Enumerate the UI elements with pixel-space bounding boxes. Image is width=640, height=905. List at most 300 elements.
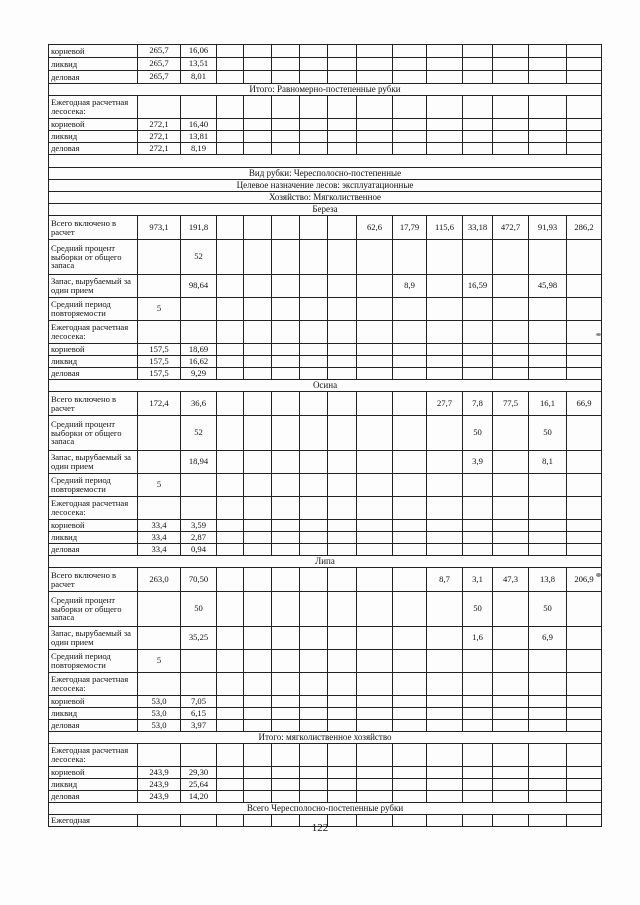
table-row [49, 791, 602, 803]
value-cell [567, 791, 602, 803]
value-cell [244, 592, 272, 627]
value-cell [567, 240, 602, 275]
stock-cell: 52 [181, 240, 217, 275]
stock-cell [181, 673, 217, 696]
value-cell [567, 451, 602, 474]
value-cell [300, 474, 328, 497]
stock-cell: 13,51 [181, 58, 217, 71]
spacer-row [49, 155, 602, 168]
value-cell [217, 451, 244, 474]
value-cell [463, 71, 493, 84]
spacer-cell [49, 155, 602, 168]
value-cell [300, 45, 328, 58]
value-cell [567, 520, 602, 532]
value-cell [427, 744, 463, 767]
value-cell: 17,79 [393, 216, 427, 240]
value-cell [217, 696, 244, 708]
value-cell [529, 708, 567, 720]
table-row [49, 627, 602, 650]
value-cell [300, 298, 328, 321]
value-cell [463, 779, 493, 791]
value-cell: 206,9 [567, 568, 602, 592]
value-cell [300, 392, 328, 416]
area-cell: 272,1 [138, 143, 181, 155]
area-cell [138, 416, 181, 451]
value-cell [300, 96, 328, 119]
area-cell: 265,7 [138, 71, 181, 84]
value-cell [357, 356, 393, 368]
value-cell [328, 451, 357, 474]
value-cell [393, 119, 427, 131]
value-cell: 62,6 [357, 216, 393, 240]
value-cell [493, 71, 529, 84]
value-cell [529, 791, 567, 803]
value-cell: 3,1 [463, 568, 493, 592]
area-cell: 265,7 [138, 58, 181, 71]
value-cell [463, 96, 493, 119]
table-row [49, 532, 602, 544]
page-number: 122 [311, 822, 329, 834]
value-cell: 91,93 [529, 216, 567, 240]
value-cell [393, 497, 427, 520]
value-cell: 8,7 [427, 568, 463, 592]
value-cell [427, 356, 463, 368]
value-cell [244, 568, 272, 592]
value-cell [357, 58, 393, 71]
value-cell [328, 744, 357, 767]
table-row [49, 520, 602, 532]
value-cell [357, 627, 393, 650]
table-row [49, 96, 602, 119]
value-cell [244, 298, 272, 321]
value-cell [217, 544, 244, 556]
value-cell [328, 392, 357, 416]
value-cell [567, 767, 602, 779]
table-row [49, 368, 602, 380]
value-cell [427, 368, 463, 380]
value-cell [493, 58, 529, 71]
value-cell [244, 720, 272, 732]
value-cell [217, 131, 244, 143]
value-cell: 66,9 [567, 392, 602, 416]
area-cell [138, 321, 181, 344]
value-cell [217, 416, 244, 451]
area-cell [138, 451, 181, 474]
value-cell [567, 58, 602, 71]
stock-cell: 25,64 [181, 779, 217, 791]
value-cell [393, 708, 427, 720]
value-cell [300, 131, 328, 143]
value-cell [529, 131, 567, 143]
section-title: Целевое назначение лесов: эксплуатационные [49, 180, 602, 192]
stock-cell: 9,29 [181, 368, 217, 380]
area-cell: 33,4 [138, 520, 181, 532]
value-cell [328, 298, 357, 321]
value-cell [244, 532, 272, 544]
value-cell: 50 [529, 416, 567, 451]
stock-cell: 36,6 [181, 392, 217, 416]
stock-cell: 18,94 [181, 451, 217, 474]
value-cell [529, 119, 567, 131]
value-cell [244, 696, 272, 708]
value-cell [357, 696, 393, 708]
value-cell [393, 131, 427, 143]
value-cell [393, 720, 427, 732]
area-cell: 33,4 [138, 532, 181, 544]
value-cell [357, 119, 393, 131]
value-cell [244, 71, 272, 84]
value-cell [328, 650, 357, 673]
area-cell: 172,4 [138, 392, 181, 416]
value-cell [427, 791, 463, 803]
row-label: Всего включено в расчет [49, 216, 138, 240]
section-title: Липа [49, 556, 602, 568]
value-cell [244, 119, 272, 131]
value-cell [427, 592, 463, 627]
value-cell [567, 544, 602, 556]
value-cell [272, 356, 300, 368]
value-cell [272, 791, 300, 803]
value-cell [300, 356, 328, 368]
stock-cell: 2,87 [181, 532, 217, 544]
value-cell [427, 544, 463, 556]
value-cell [493, 544, 529, 556]
value-cell [244, 497, 272, 520]
value-cell [529, 71, 567, 84]
value-cell [463, 45, 493, 58]
value-cell [529, 497, 567, 520]
value-cell [529, 344, 567, 356]
value-cell [357, 767, 393, 779]
section-header-row [49, 180, 602, 192]
value-cell [529, 520, 567, 532]
stock-cell [181, 744, 217, 767]
value-cell [427, 650, 463, 673]
table-row [49, 45, 602, 58]
area-cell: 272,1 [138, 119, 181, 131]
table-row [49, 240, 602, 275]
value-cell [328, 474, 357, 497]
value-cell [244, 131, 272, 143]
stock-cell: 3,97 [181, 720, 217, 732]
row-label: деловая [49, 143, 138, 155]
value-cell [427, 520, 463, 532]
value-cell [393, 767, 427, 779]
value-cell [300, 720, 328, 732]
value-cell [357, 791, 393, 803]
value-cell [393, 532, 427, 544]
value-cell [328, 497, 357, 520]
table-row [49, 58, 602, 71]
value-cell [567, 344, 602, 356]
value-cell [493, 451, 529, 474]
value-cell [328, 627, 357, 650]
value-cell [493, 474, 529, 497]
value-cell [427, 58, 463, 71]
table-row [49, 416, 602, 451]
value-cell [357, 416, 393, 451]
area-cell [138, 96, 181, 119]
row-label: Ежегодная расчетная лесосека: [49, 497, 138, 520]
stock-cell: 16,06 [181, 45, 217, 58]
value-cell [217, 356, 244, 368]
area-cell: 5 [138, 474, 181, 497]
value-cell [300, 532, 328, 544]
stock-cell: 35,25 [181, 627, 217, 650]
value-cell [328, 696, 357, 708]
section-header-row [49, 556, 602, 568]
value-cell: 33,18 [463, 216, 493, 240]
value-cell [357, 96, 393, 119]
row-label: Ежегодная [49, 815, 138, 827]
value-cell [427, 96, 463, 119]
table-row [49, 568, 602, 592]
value-cell [328, 673, 357, 696]
value-cell [567, 368, 602, 380]
value-cell [393, 344, 427, 356]
value-cell [529, 298, 567, 321]
row-label: корневой [49, 119, 138, 131]
value-cell [393, 416, 427, 451]
value-cell [567, 356, 602, 368]
value-cell [427, 143, 463, 155]
row-label: ликвид [49, 131, 138, 143]
value-cell [427, 627, 463, 650]
value-cell [272, 368, 300, 380]
value-cell [427, 240, 463, 275]
value-cell [463, 368, 493, 380]
scan-artifact [596, 573, 601, 577]
value-cell [463, 356, 493, 368]
section-title: Вид рубки: Чересполосно-постепенные [49, 168, 602, 180]
section-header-row [49, 803, 602, 815]
value-cell [357, 720, 393, 732]
value-cell [217, 767, 244, 779]
value-cell [244, 321, 272, 344]
stock-cell: 50 [181, 592, 217, 627]
value-cell: 45,98 [529, 275, 567, 298]
value-cell: 286,2 [567, 216, 602, 240]
value-cell [493, 592, 529, 627]
value-cell [300, 568, 328, 592]
area-cell: 243,9 [138, 767, 181, 779]
section-header-row [49, 732, 602, 744]
value-cell [300, 696, 328, 708]
row-label: ликвид [49, 779, 138, 791]
value-cell [328, 779, 357, 791]
stock-cell: 7,05 [181, 696, 217, 708]
value-cell: 47,3 [493, 568, 529, 592]
value-cell [393, 392, 427, 416]
area-cell: 265,7 [138, 45, 181, 58]
value-cell [328, 767, 357, 779]
value-cell [300, 143, 328, 155]
area-cell [138, 240, 181, 275]
value-cell [217, 532, 244, 544]
value-cell [427, 119, 463, 131]
value-cell [217, 216, 244, 240]
value-cell [244, 520, 272, 532]
value-cell [272, 131, 300, 143]
value-cell [493, 356, 529, 368]
value-cell [427, 416, 463, 451]
value-cell [244, 544, 272, 556]
area-cell [138, 744, 181, 767]
value-cell [328, 544, 357, 556]
value-cell [244, 344, 272, 356]
value-cell [529, 532, 567, 544]
value-cell [244, 650, 272, 673]
row-label: Ежегодная расчетная лесосека: [49, 744, 138, 767]
value-cell [300, 321, 328, 344]
value-cell [244, 275, 272, 298]
value-cell [357, 779, 393, 791]
value-cell [217, 650, 244, 673]
value-cell [567, 627, 602, 650]
value-cell [493, 368, 529, 380]
value-cell [529, 673, 567, 696]
value-cell [463, 344, 493, 356]
value-cell [357, 131, 393, 143]
area-cell: 157,5 [138, 368, 181, 380]
value-cell [463, 696, 493, 708]
value-cell [393, 96, 427, 119]
value-cell [393, 779, 427, 791]
value-cell [217, 627, 244, 650]
value-cell [328, 45, 357, 58]
value-cell [357, 451, 393, 474]
area-cell: 33,4 [138, 544, 181, 556]
row-label: корневой [49, 45, 138, 58]
area-cell [138, 497, 181, 520]
value-cell [357, 344, 393, 356]
stock-cell: 6,15 [181, 708, 217, 720]
value-cell [217, 368, 244, 380]
value-cell [272, 627, 300, 650]
value-cell [493, 532, 529, 544]
stock-cell: 29,30 [181, 767, 217, 779]
value-cell [463, 532, 493, 544]
value-cell [427, 451, 463, 474]
value-cell [272, 767, 300, 779]
value-cell [393, 45, 427, 58]
value-cell [244, 356, 272, 368]
value-cell [357, 298, 393, 321]
value-cell [567, 71, 602, 84]
stock-cell: 13,81 [181, 131, 217, 143]
value-cell [463, 497, 493, 520]
value-cell [300, 344, 328, 356]
stock-cell: 14,20 [181, 791, 217, 803]
value-cell [217, 96, 244, 119]
table-row [49, 344, 602, 356]
value-cell [300, 779, 328, 791]
value-cell [393, 791, 427, 803]
value-cell [217, 779, 244, 791]
value-cell [300, 119, 328, 131]
row-label: корневой [49, 520, 138, 532]
value-cell [300, 767, 328, 779]
value-cell [217, 392, 244, 416]
value-cell [493, 650, 529, 673]
row-label: Ежегодная расчетная лесосека: [49, 96, 138, 119]
value-cell [567, 532, 602, 544]
value-cell [328, 96, 357, 119]
section-header-row [49, 192, 602, 204]
value-cell [244, 791, 272, 803]
value-cell [567, 131, 602, 143]
value-cell [244, 216, 272, 240]
value-cell [272, 779, 300, 791]
value-cell [272, 744, 300, 767]
row-label: Средний процент выборки от общего запаса [49, 416, 138, 451]
value-cell [300, 451, 328, 474]
value-cell [493, 240, 529, 275]
value-cell [300, 416, 328, 451]
value-cell: 3,9 [463, 451, 493, 474]
value-cell [567, 650, 602, 673]
value-cell [393, 368, 427, 380]
value-cell [493, 119, 529, 131]
table-row [49, 298, 602, 321]
value-cell [328, 216, 357, 240]
stock-cell: 3,59 [181, 520, 217, 532]
value-cell [393, 627, 427, 650]
value-cell [463, 708, 493, 720]
value-cell [529, 779, 567, 791]
value-cell [529, 767, 567, 779]
value-cell [427, 321, 463, 344]
value-cell [393, 451, 427, 474]
value-cell [567, 673, 602, 696]
section-header-row [49, 84, 602, 96]
value-cell [463, 650, 493, 673]
value-cell [244, 767, 272, 779]
value-cell [244, 143, 272, 155]
value-cell: 115,6 [427, 216, 463, 240]
section-title: Осина [49, 380, 602, 392]
row-label: Средний период повторяемости [49, 474, 138, 497]
value-cell [393, 592, 427, 627]
value-cell [272, 392, 300, 416]
value-cell [357, 240, 393, 275]
value-cell [393, 58, 427, 71]
table-row [49, 474, 602, 497]
value-cell [272, 298, 300, 321]
value-cell [328, 708, 357, 720]
value-cell [393, 474, 427, 497]
value-cell [463, 767, 493, 779]
value-cell [567, 143, 602, 155]
value-cell [529, 321, 567, 344]
value-cell [357, 744, 393, 767]
value-cell: 27,7 [427, 392, 463, 416]
table-row [49, 71, 602, 84]
value-cell [272, 520, 300, 532]
row-label: ликвид [49, 708, 138, 720]
value-cell [567, 708, 602, 720]
allowable-cut-table [48, 44, 602, 827]
value-cell [493, 696, 529, 708]
value-cell [217, 474, 244, 497]
value-cell [427, 708, 463, 720]
value-cell [393, 696, 427, 708]
value-cell [357, 568, 393, 592]
value-cell [493, 497, 529, 520]
area-cell: 5 [138, 650, 181, 673]
stock-cell: 8,19 [181, 143, 217, 155]
value-cell [493, 708, 529, 720]
